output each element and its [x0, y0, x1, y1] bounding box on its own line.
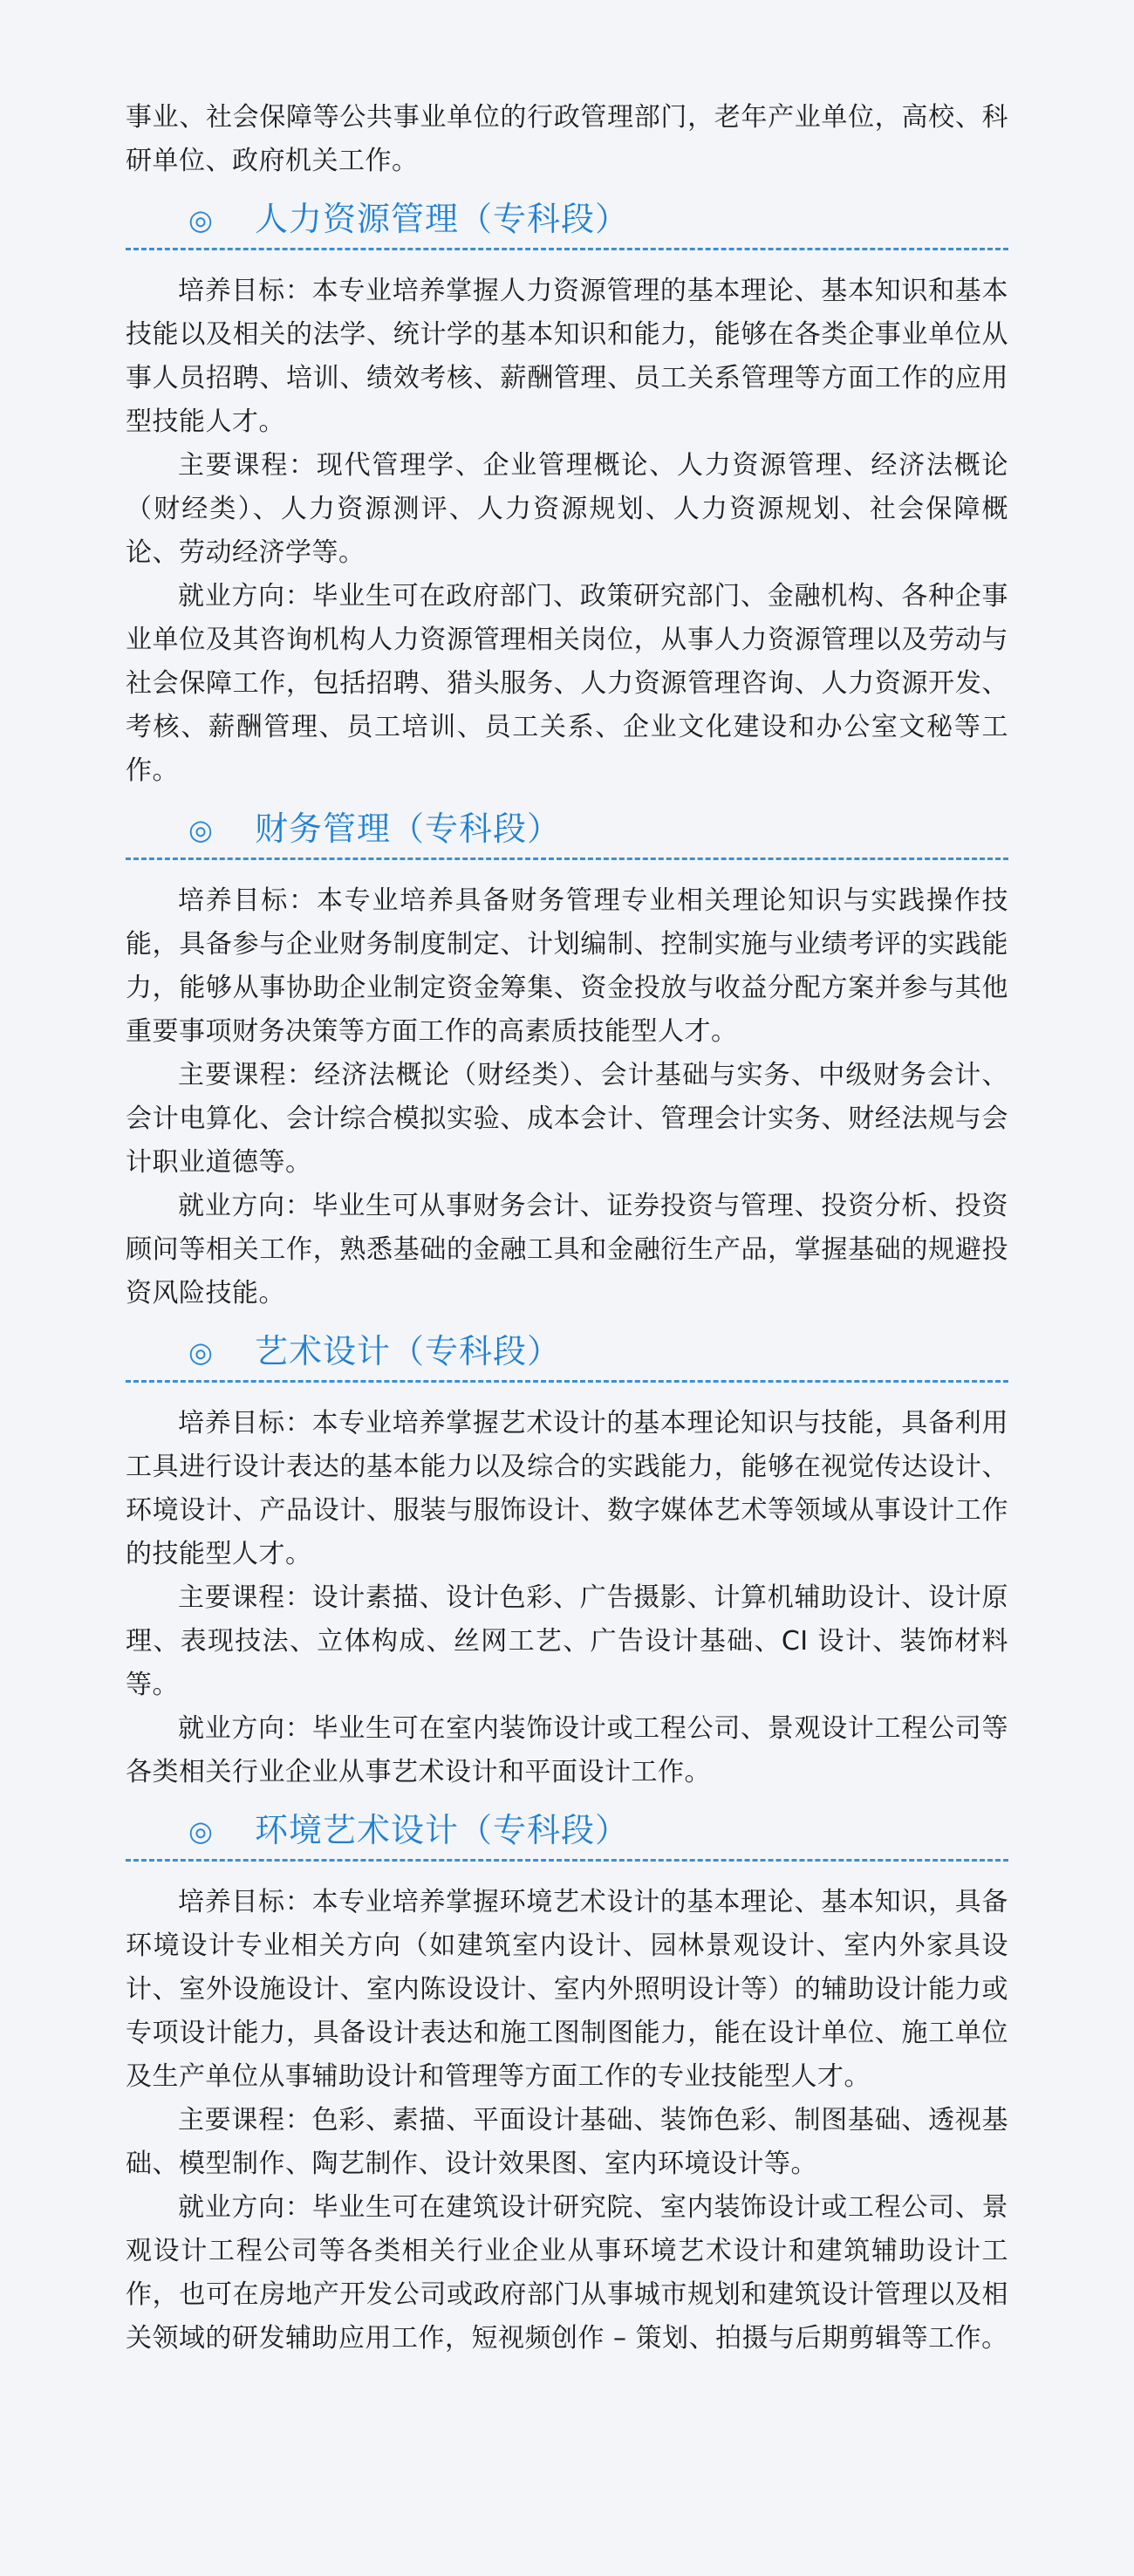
circle-mark-icon: ◎ — [188, 1814, 213, 1848]
section-title: 环境艺术设计（专科段） — [255, 1811, 630, 1849]
section-hr-management — [126, 195, 1008, 793]
intro-paragraph: 事业、社会保障等公共事业单位的行政管理部门，老年产业单位，高校、科研单位、政府机关工作。 — [126, 102, 1008, 176]
training-goal-paragraph: 培养目标：本专业培养掌握艺术设计的基本理论知识与技能，具备利用工具进行设计表达的基本能力以及综合的实践能力，能够在视觉传达设计、环境设计、产品设计、服装与服饰设计、数字媒体艺术等领域从事设计工作的技能型人才。 — [126, 1408, 1008, 1569]
section-environmental-art-design — [126, 1807, 1008, 2361]
main-courses-paragraph: 主要课程：现代管理学、企业管理概论、人力资源管理、经济法概论（财经类）、人力资源测评、人力资源规划、人力资源规划、社会保障概论、劳动经济学等。 — [126, 450, 1008, 568]
section-heading — [126, 1807, 1008, 1862]
document-page — [126, 96, 1008, 2371]
career-direction-paragraph: 就业方向：毕业生可在室内装饰设计或工程公司、景观设计工程公司等各类相关行业企业从事艺术设计和平面设计工作。 — [126, 1713, 1008, 1787]
section-title: 财务管理（专科段） — [255, 810, 562, 848]
main-courses-paragraph: 主要课程：设计素描、设计色彩、广告摄影、计算机辅助设计、设计原理、表现技法、立体构成、丝网工艺、广告设计基础、CI 设计、装饰材料等。 — [126, 1582, 1008, 1700]
circle-mark-icon: ◎ — [188, 813, 213, 846]
section-heading — [126, 195, 1008, 250]
training-goal-paragraph: 培养目标：本专业培养掌握环境艺术设计的基本理论、基本知识，具备环境设计专业相关方向（如建筑室内设计、园林景观设计、室内外家具设计、室外设施设计、室内陈设设计、室内外照明设计等）的辅助设计能力或专项设计能力，具备设计表达和施工图制图能力，能在设计单位、施工单位及生产单位从事辅助设计和管理等方面工作的专业技能型人才。 — [126, 1887, 1008, 2092]
section-heading — [126, 805, 1008, 860]
career-direction-paragraph: 就业方向：毕业生可在建筑设计研究院、室内装饰设计或工程公司、景观设计工程公司等各类相关行业企业从事环境艺术设计和建筑辅助设计工作，也可在房地产开发公司或政府部门从事城市规划和建筑设计管理以及相关领域的研发辅助应用工作，短视频创作 – 策划、拍摄与后期剪辑等工作。 — [126, 2192, 1008, 2354]
section-title: 人力资源管理（专科段） — [255, 200, 630, 238]
section-art-design — [126, 1328, 1008, 1794]
section-financial-management — [126, 805, 1008, 1315]
training-goal-paragraph: 培养目标：本专业培养具备财务管理专业相关理论知识与实践操作技能，具备参与企业财务制度制定、计划编制、控制实施与业绩考评的实践能力，能够从事协助企业制定资金筹集、资金投放与收益分配方案并参与其他重要事项财务决策等方面工作的高素质技能型人才。 — [126, 885, 1008, 1047]
main-courses-paragraph: 主要课程：经济法概论（财经类）、会计基础与实务、中级财务会计、会计电算化、会计综合模拟实验、成本会计、管理会计实务、财经法规与会计职业道德等。 — [126, 1060, 1008, 1178]
main-courses-paragraph: 主要课程：色彩、素描、平面设计基础、装饰色彩、制图基础、透视基础、模型制作、陶艺制作、设计效果图、室内环境设计等。 — [126, 2105, 1008, 2179]
circle-mark-icon: ◎ — [188, 203, 213, 236]
section-heading — [126, 1328, 1008, 1383]
circle-mark-icon: ◎ — [188, 1336, 213, 1369]
training-goal-paragraph: 培养目标：本专业培养掌握人力资源管理的基本理论、基本知识和基本技能以及相关的法学、统计学的基本知识和能力，能够在各类企事业单位从事人员招聘、培训、绩效考核、薪酬管理、员工关系管理等方面工作的应用型技能人才。 — [126, 276, 1008, 437]
career-direction-paragraph: 就业方向：毕业生可在政府部门、政策研究部门、金融机构、各种企事业单位及其咨询机构人力资源管理相关岗位，从事人力资源管理以及劳动与社会保障工作，包括招聘、猎头服务、人力资源管理咨询、人力资源开发、考核、薪酬管理、员工培训、员工关系、企业文化建设和办公室文秘等工作。 — [126, 581, 1008, 786]
section-title: 艺术设计（专科段） — [255, 1332, 562, 1370]
career-direction-paragraph: 就业方向：毕业生可从事财务会计、证券投资与管理、投资分析、投资顾问等相关工作，熟悉基础的金融工具和金融衍生产品，掌握基础的规避投资风险技能。 — [126, 1191, 1008, 1308]
